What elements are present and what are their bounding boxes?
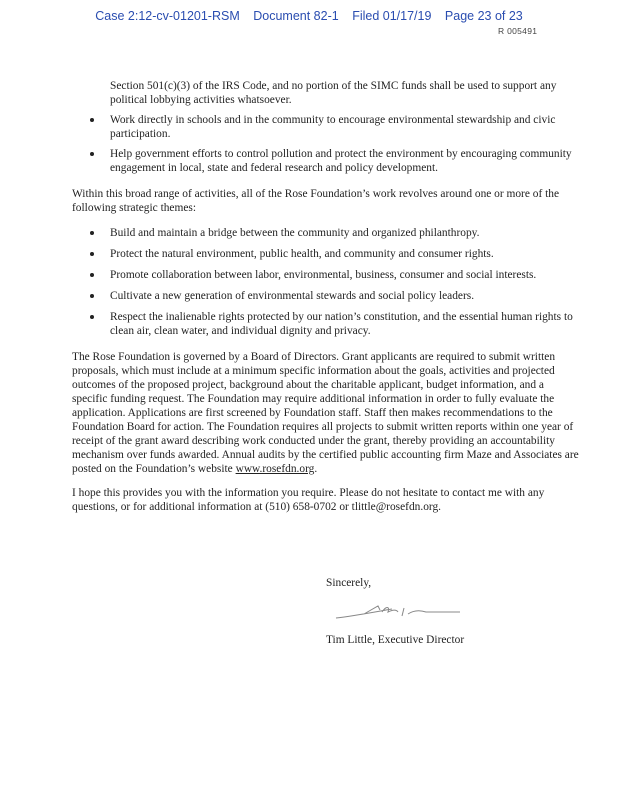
continuation-paragraph: Section 501(c)(3) of the IRS Code, and no portion of the SIMC funds shall be used to support any political lobbying activities whatsoever.	[110, 80, 557, 106]
court-filing-header	[0, 9, 618, 23]
bullet-icon	[90, 231, 94, 235]
bullet-icon	[90, 252, 94, 256]
list-item: Protect the natural environment, public health, and community and consumer rights.	[72, 247, 582, 261]
themes-intro-paragraph: Within this broad range of activities, all of the Rose Foundation’s work revolves around one or more of the following strategic themes:	[72, 188, 560, 214]
letter-body	[72, 79, 582, 514]
governance-paragraph: The Rose Foundation is governed by a Board of Directors. Grant applicants are required to submit written proposals, which must include at a minimum specific information about the goals, activities and projected outcomes of the proposed project, background about the charitable applicant, budget information, and a specific funding request. The Foundation may require additional information in order to fully evaluate the application. Applications are first screened by Foundation staff. Staff then makes recommendations to the Foundation Board for action. The Foundation requires all projects to submit written reports within one year of receipt of the grant award describing work conducted under the grant, thereby providing an accountability mechanism over funds awarded. Annual audits by the certified public accounting firm Maze and Associates are posted on the Foundation’s website www.rosefdn.org.	[72, 351, 579, 475]
case-number: Case 2:12-cv-01201-RSM	[95, 9, 240, 23]
list-item: Work directly in schools and in the community to encourage environmental stewardship and civic participation.	[72, 113, 582, 141]
bullet-icon	[90, 315, 94, 319]
bullet-icon	[90, 118, 94, 122]
page-number: Page 23 of 23	[444, 9, 523, 23]
closing-paragraph: I hope this provides you with the information you require. Please do not hesitate to contact me with any questions, or for additional information at (510) 658-0702 or tlittle@rosefdn.org.	[72, 487, 545, 513]
list-item: Help government efforts to control pollution and protect the environment by encouraging community engagement in local, state and federal research and policy development.	[72, 147, 582, 175]
list-item: Promote collaboration between labor, environmental, business, consumer and social interests.	[72, 268, 582, 282]
filed-date: Filed 01/17/19	[352, 9, 432, 23]
list-item: Build and maintain a bridge between the community and organized philanthropy.	[72, 226, 582, 240]
signature-icon	[334, 600, 464, 624]
list-item: Cultivate a new generation of environmental stewards and social policy leaders.	[72, 289, 582, 303]
website-link[interactable]: www.rosefdn.org	[235, 463, 315, 475]
themes-list	[72, 226, 582, 338]
list-item: Respect the inalienable rights protected by our nation’s constitution, and the essential human rights to clean air, clean water, and individual dignity and privacy.	[72, 310, 582, 338]
document-number: Document 82-1	[253, 9, 339, 23]
activity-list	[72, 113, 582, 175]
bullet-icon	[90, 152, 94, 156]
bullet-icon	[90, 273, 94, 277]
sign-off: Sincerely,	[326, 577, 372, 589]
signer-name: Tim Little, Executive Director	[326, 634, 465, 646]
bates-number: R 005491	[498, 26, 538, 36]
bullet-icon	[90, 294, 94, 298]
